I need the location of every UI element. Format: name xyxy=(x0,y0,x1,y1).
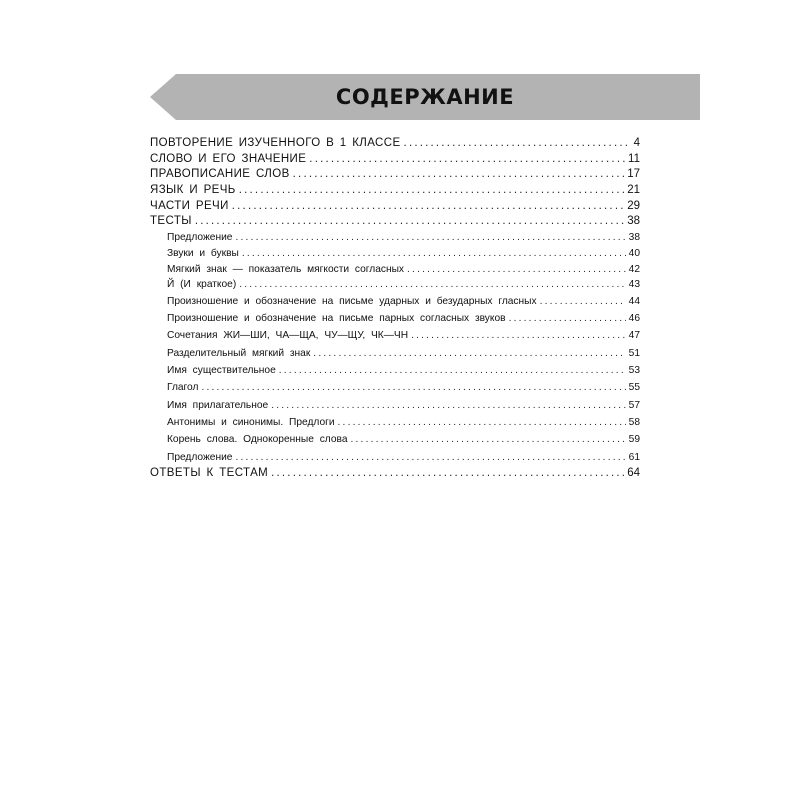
toc-page-number: 42 xyxy=(628,263,640,275)
toc-page-number: 61 xyxy=(628,451,640,463)
toc-subentry[interactable] xyxy=(150,362,640,379)
toc-dot-leader xyxy=(235,230,625,246)
toc-entry[interactable] xyxy=(150,167,640,183)
toc-page-number: 64 xyxy=(627,466,640,479)
toc-dot-leader xyxy=(232,199,624,215)
toc-page-number: 29 xyxy=(627,199,640,212)
toc-dot-leader xyxy=(404,136,631,152)
toc-page-number: 4 xyxy=(633,137,640,149)
toc-dot-leader xyxy=(407,262,626,278)
toc-page-number: 59 xyxy=(628,434,640,446)
toc-dot-leader xyxy=(411,327,626,344)
toc-dot-leader xyxy=(242,246,626,262)
toc-entry[interactable] xyxy=(150,199,640,215)
toc-page-number: 58 xyxy=(628,416,640,428)
toc-entry-title: Предложение xyxy=(167,451,233,463)
toc-dot-leader xyxy=(540,293,626,310)
toc-dot-leader xyxy=(509,310,626,327)
toc-page-number: 43 xyxy=(628,279,640,291)
toc-entry-title: Предложение xyxy=(167,232,233,244)
toc-dot-leader xyxy=(351,431,626,448)
toc-subentry[interactable] xyxy=(150,246,640,262)
toc-entry-title: Разделительный мягкий знак xyxy=(167,347,311,359)
toc-page-number: 38 xyxy=(628,232,640,244)
toc-dot-leader xyxy=(271,466,624,482)
toc-page-number: 38 xyxy=(627,215,640,228)
toc-entry-title: ЧАСТИ РЕЧИ xyxy=(150,199,229,212)
page-title: СОДЕРЖАНИЕ xyxy=(335,85,515,109)
toc-entry-title: Произношение и обозначение на письме парных согласных звуков xyxy=(167,313,506,325)
toc-dot-leader xyxy=(239,183,624,199)
toc-entry-title: ТЕСТЫ xyxy=(150,215,192,228)
toc-entry-title: Звуки и буквы xyxy=(167,247,239,259)
toc-page-number: 40 xyxy=(628,247,640,259)
toc-subentry[interactable] xyxy=(150,310,640,327)
toc-entry-title: Имя существительное xyxy=(167,365,276,377)
toc-entry-title: Произношение и обозначение на письме ударных и безударных гласных xyxy=(167,295,537,307)
toc-entry-title: Глагол xyxy=(167,382,199,394)
toc-dot-leader xyxy=(338,414,626,431)
toc-entry-title: Сочетания ЖИ—ШИ, ЧА—ЩА, ЧУ—ЩУ, ЧК—ЧН xyxy=(167,330,409,342)
toc-entry-title: ПОВТОРЕНИЕ ИЗУЧЕННОГО В 1 КЛАССЕ xyxy=(150,137,401,149)
toc-entry-title: ПРАВОПИСАНИЕ СЛОВ xyxy=(150,168,290,181)
toc-page-number: 21 xyxy=(627,184,640,197)
toc-entry[interactable] xyxy=(150,152,640,168)
toc-page-number: 44 xyxy=(628,295,640,307)
toc-entry[interactable] xyxy=(150,466,640,482)
toc-subentry[interactable] xyxy=(150,345,640,362)
toc-dot-leader xyxy=(293,167,625,183)
toc-entry-title: Имя прилагательное xyxy=(167,399,269,411)
header-banner xyxy=(150,74,700,120)
toc-entry[interactable] xyxy=(150,136,640,152)
toc-entry-title: Мягкий знак — показатель мягкости согласных xyxy=(167,263,405,275)
toc-dot-leader xyxy=(201,379,625,396)
toc-dot-leader xyxy=(313,345,625,362)
toc-subentry[interactable] xyxy=(150,262,640,278)
toc-dot-leader xyxy=(239,277,625,293)
toc-entry-title: Й (И краткое) xyxy=(167,279,237,291)
toc-entry-title: Корень слова. Однокоренные слова xyxy=(167,434,348,446)
table-of-contents xyxy=(150,136,640,482)
toc-subentry[interactable] xyxy=(150,449,640,466)
toc-page-number: 17 xyxy=(627,168,640,181)
toc-entry-title: ЯЗЫК И РЕЧЬ xyxy=(150,184,236,197)
toc-subentry[interactable] xyxy=(150,293,640,310)
toc-page-number: 55 xyxy=(628,382,640,394)
toc-page-number: 57 xyxy=(628,399,640,411)
toc-page-number: 47 xyxy=(628,330,640,342)
toc-page-number: 46 xyxy=(628,313,640,325)
toc-dot-leader xyxy=(279,362,626,379)
toc-page-number: 53 xyxy=(628,365,640,377)
toc-dot-leader xyxy=(195,214,624,230)
toc-page-number: 51 xyxy=(628,347,640,359)
toc-subentry[interactable] xyxy=(150,230,640,246)
toc-entry-title: Антонимы и синонимы. Предлоги xyxy=(167,416,335,428)
toc-page-number: 11 xyxy=(628,152,640,165)
toc-subentry[interactable] xyxy=(150,327,640,344)
toc-entry-title: ОТВЕТЫ К ТЕСТАМ xyxy=(150,466,269,479)
toc-dot-leader xyxy=(235,449,625,466)
toc-dot-leader xyxy=(271,397,625,414)
toc-subentry[interactable] xyxy=(150,414,640,431)
toc-entry[interactable] xyxy=(150,183,640,199)
toc-subentry[interactable] xyxy=(150,397,640,414)
toc-dot-leader xyxy=(309,152,625,168)
toc-subentry[interactable] xyxy=(150,379,640,396)
toc-entry-title: СЛОВО И ЕГО ЗНАЧЕНИЕ xyxy=(150,152,307,165)
toc-subentry[interactable] xyxy=(150,277,640,293)
toc-subentry[interactable] xyxy=(150,431,640,448)
toc-entry[interactable] xyxy=(150,214,640,230)
